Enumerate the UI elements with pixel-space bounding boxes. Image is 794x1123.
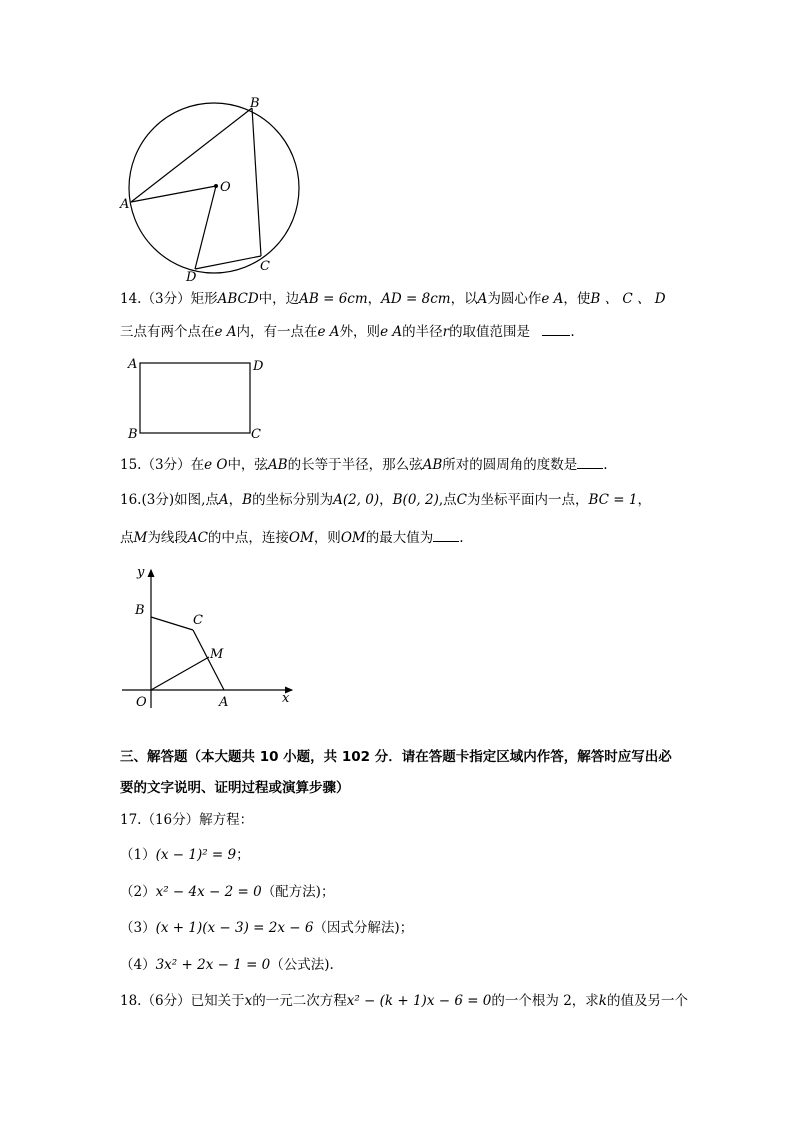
math-c: C <box>456 492 467 508</box>
text: 已知关于 <box>190 993 245 1009</box>
text: 的坐标分别为 <box>252 492 334 508</box>
text: ，以 <box>450 291 478 307</box>
q17-part1 <box>120 845 250 865</box>
text: ， <box>379 492 393 508</box>
text: ； <box>236 847 250 863</box>
text: 的值及另一个 <box>606 993 688 1009</box>
text: （4） <box>120 957 156 973</box>
text: （因式分解法)； <box>313 920 414 936</box>
q17-part2 <box>120 882 334 902</box>
text: ， <box>228 492 243 508</box>
text: （2） <box>120 884 156 900</box>
text: 如图,点 <box>174 492 219 508</box>
math-circle-o: e O <box>204 457 228 473</box>
text: 的中点，连接 <box>207 530 289 546</box>
math-bcd: B 、 C 、 D <box>590 291 666 307</box>
math-circle-a: e A <box>317 324 340 340</box>
label-d: D <box>186 270 197 285</box>
circle-o <box>129 103 299 273</box>
text: 的最大值为 <box>365 530 434 546</box>
circle-figure <box>110 90 320 285</box>
segment-od <box>195 186 216 269</box>
label-a: A <box>128 357 138 372</box>
q18-line <box>120 991 688 1011</box>
text: （配方法)； <box>261 884 335 900</box>
q14-line1 <box>120 289 666 309</box>
math-bc: BC = 1 <box>588 492 638 508</box>
q14-score: （3分） <box>141 291 191 307</box>
q17-part3 <box>120 918 413 938</box>
label-a: A <box>120 197 130 212</box>
coordinate-figure <box>118 560 308 715</box>
section3-heading-line2: 要的文字说明、证明过程或演算步骤） <box>120 780 350 796</box>
segment-bc <box>151 617 193 630</box>
answer-blank[interactable] <box>433 529 459 542</box>
text: 三点有两个点在 <box>120 324 215 340</box>
math-ad: AD = 8cm <box>381 291 451 307</box>
math-point-a: A(2, 0) <box>333 492 380 508</box>
math-circle-a: e A <box>541 291 564 307</box>
q15-number: 15. <box>120 457 142 473</box>
label-m: M <box>210 647 224 662</box>
q16-line1 <box>120 490 651 510</box>
text: ， <box>367 291 382 307</box>
text: . <box>603 457 608 473</box>
math-m: M <box>133 530 148 546</box>
text: 中，弦 <box>227 457 268 473</box>
text: 为坐标平面内一点， <box>466 492 589 508</box>
math-equation: x² − 4x − 2 = 0 <box>155 884 262 900</box>
segment-bc <box>252 108 261 256</box>
answer-blank[interactable] <box>577 456 603 469</box>
math-ab: AB <box>267 457 288 473</box>
math-a: A <box>218 492 229 508</box>
math-om: OM <box>340 530 366 546</box>
text: 为圆心作 <box>487 291 542 307</box>
label-a: A <box>219 695 229 710</box>
math-circle-a: e A <box>380 324 403 340</box>
q14-number: 14. <box>120 291 142 307</box>
q16-line2 <box>120 528 464 548</box>
text: 内，有一点在 <box>236 324 318 340</box>
rectangle-figure <box>124 354 274 444</box>
q15-line <box>120 455 608 475</box>
text: ，则 <box>313 530 341 546</box>
text: . <box>570 324 575 340</box>
label-c: C <box>260 259 270 274</box>
text: ， <box>637 492 651 508</box>
text: 的取值范围是 <box>449 324 531 340</box>
text: 为线段 <box>147 530 188 546</box>
text: 矩形 <box>190 291 218 307</box>
q14-line2 <box>120 322 575 342</box>
label-b: B <box>135 603 145 618</box>
math-equation: x² − (k + 1)x − 6 = 0 <box>346 993 492 1009</box>
label-o: O <box>220 180 231 195</box>
rectangle-abcd <box>140 363 250 433</box>
math-om: OM <box>288 530 314 546</box>
math-ab: AB <box>422 457 443 473</box>
text: ,点 <box>438 492 457 508</box>
text: 外，则 <box>339 324 381 340</box>
text: 中，边 <box>258 291 300 307</box>
label-c: C <box>251 427 261 442</box>
text: 在 <box>190 457 205 473</box>
q18-score: （6分） <box>141 993 191 1009</box>
text: . <box>459 530 464 546</box>
math-b: B <box>242 492 253 508</box>
math-r: r <box>442 324 450 340</box>
text: 的一个根为 2，求 <box>491 993 599 1009</box>
math-k: k <box>598 993 607 1009</box>
q18-number: 18. <box>120 993 142 1009</box>
text: ，使 <box>563 291 591 307</box>
math-point-b: B(0, 2) <box>392 492 439 508</box>
text: （1） <box>120 847 156 863</box>
q17-heading: 17.（16分）解方程： <box>120 812 254 828</box>
label-x: x <box>282 691 290 706</box>
text: （3） <box>120 920 156 936</box>
text: （公式法). <box>270 957 334 973</box>
q15-score: （3分） <box>141 457 191 473</box>
q17-part4 <box>120 955 334 975</box>
math-equation: (x + 1)(x − 3) = 2x − 6 <box>155 920 314 936</box>
math-equation: (x − 1)² = 9 <box>155 847 237 863</box>
q16-number: 16. <box>120 492 142 508</box>
text: 点 <box>120 530 134 546</box>
math-abcd: ABCD <box>217 291 259 307</box>
label-y: y <box>137 565 145 580</box>
label-b: B <box>128 427 138 442</box>
math-equation: 3x² + 2x − 1 = 0 <box>155 957 271 973</box>
q16-score: (3分) <box>141 492 175 508</box>
label-c: C <box>193 613 203 628</box>
label-b: B <box>250 96 260 111</box>
segment-om <box>151 657 209 690</box>
math-circle-a: e A <box>214 324 237 340</box>
segment-dc <box>195 256 261 269</box>
segment-ab <box>131 108 252 202</box>
math-ac: AC <box>187 530 208 546</box>
text: 的半径 <box>402 324 443 340</box>
math-a: A <box>477 291 488 307</box>
text: 所对的圆周角的度数是 <box>442 457 578 473</box>
label-o: O <box>136 695 147 710</box>
label-d: D <box>253 359 264 374</box>
answer-blank[interactable] <box>542 323 570 336</box>
center-dot <box>214 184 218 188</box>
segment-ao <box>131 186 216 202</box>
text: 的一元二次方程 <box>252 993 347 1009</box>
text: 的长等于半径，那么弦 <box>287 457 423 473</box>
math-x: x <box>244 993 253 1009</box>
section3-heading-line1: 三、解答题（本大题共 10 小题，共 102 分．请在答题卡指定区域内作答，解答时应写出必 <box>120 749 672 765</box>
math-ab: AB = 6cm <box>299 291 368 307</box>
